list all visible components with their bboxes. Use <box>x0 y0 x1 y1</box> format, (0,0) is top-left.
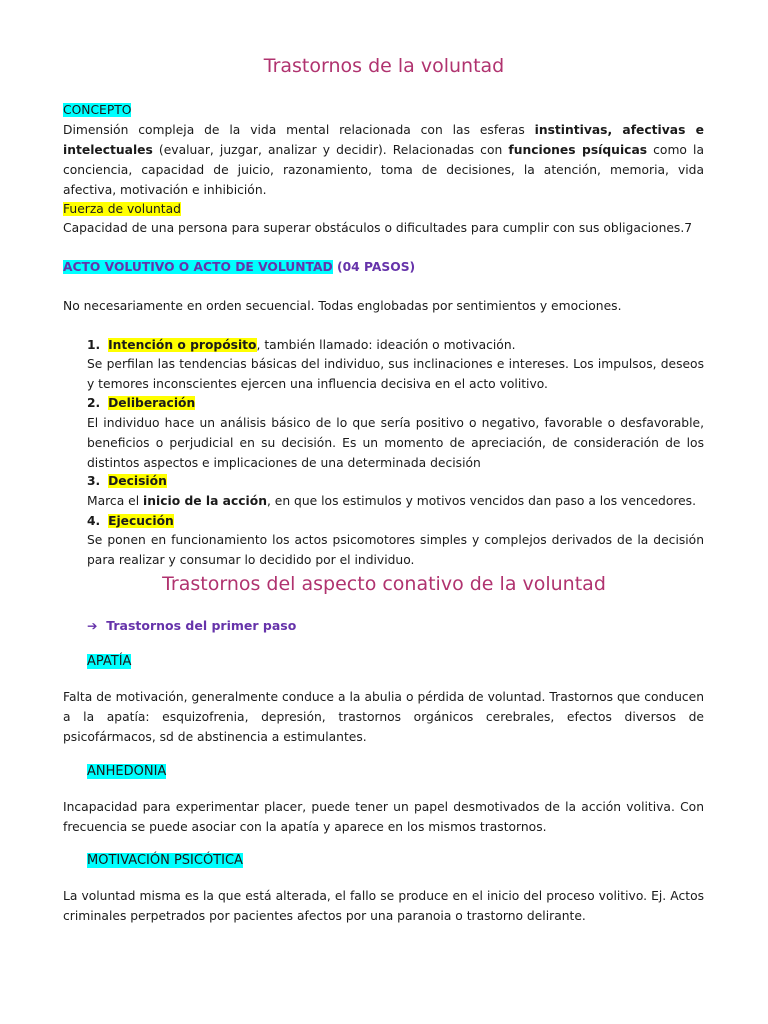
concepto-text-mid: (evaluar, juzgar, analizar y decidir). Relacionadas con <box>152 143 509 157</box>
step-4-text: Se ponen en funcionamiento los actos psicomotores simples y complejos derivados de la decisión para realizar y consumar lo decidido por el individuo. <box>87 533 704 567</box>
motivacion-label: MOTIVACIÓN PSICÓTICA <box>87 853 243 868</box>
step-1-text: Se perfilan las tendencias básicas del individuo, sus inclinaciones e intereses. Los impulsos, deseos y temores inconscientes ejercen una influencia decisiva en el acto volitivo. <box>87 357 704 391</box>
subheading-text: Trastornos del primer paso <box>106 618 297 633</box>
step-4-label: Ejecución <box>108 514 174 528</box>
motivacion-text: La voluntad misma es la que está alterada, el fallo se produce en el inicio del proceso volitivo. Ej. Actos criminales perpetrados por pacientes afectos por una paranoia o trastorno delirante. <box>63 889 704 923</box>
subheading <box>87 616 296 636</box>
step-3-heading <box>87 471 167 491</box>
concepto-text-post: como la conciencia, capacidad de juicio, razonamiento, toma de decisiones, la atención, memoria, vida afectiva, motivación e inhibición. <box>63 143 705 197</box>
step-2-label: Deliberación <box>108 396 196 410</box>
step-3-bold: inicio de la acción <box>143 494 267 508</box>
step-4-heading <box>87 511 174 531</box>
concepto-bold-2: funciones psíquicas <box>508 143 648 157</box>
step-3-label: Decisión <box>108 474 167 488</box>
concepto-bold: instintivas, afectivas e intelectuales <box>63 123 704 157</box>
step-3-text-post: , en que los estimulos y motivos vencidos dan paso a los vencedores. <box>266 494 697 508</box>
acto-heading <box>63 257 415 277</box>
apatia-heading <box>87 652 131 672</box>
step-4-number: 4. <box>87 514 101 528</box>
anhedonia-heading <box>87 762 166 782</box>
step-3-paragraph <box>87 491 704 511</box>
page-title: Trastornos de la voluntad <box>263 55 505 77</box>
concepto-paragraph <box>63 120 704 200</box>
acto-suffix: (04 PASOS) <box>332 260 416 274</box>
arrow-right-icon: ➔ <box>87 618 98 633</box>
anhedonia-label: ANHEDONIA <box>87 764 167 779</box>
step-2-number: 2. <box>87 396 101 410</box>
step-1-label: Intención o propósito <box>108 338 257 352</box>
apatia-text: Falta de motivación, generalmente conduce a la abulia o pérdida de voluntad. Trastornos que conducen a la apatía: esquizofrenia, depresión, trastornos orgánicos cerebrales, efectos diversos de psicofármacos, sd de abstinencia a estimulantes. <box>63 690 704 744</box>
anhedonia-text: Incapacidad para experimentar placer, puede tener un papel desmotivados de la acción volitiva. Con frecuencia se puede asociar con la apatía y aparece en los mismos trastornos. <box>63 800 704 834</box>
concepto-text: Dimensión compleja de la vida mental relacionada con las esferas <box>63 123 535 137</box>
concepto-heading <box>63 100 131 120</box>
step-3-text: Marca el <box>87 494 144 508</box>
acto-text: No necesariamente en orden secuencial. Todas englobadas por sentimientos y emociones. <box>63 299 622 313</box>
step-2-heading <box>87 393 195 413</box>
step-1-number: 1. <box>87 338 101 352</box>
section-title: Trastornos del aspecto conativo de la voluntad <box>162 573 606 595</box>
acto-label: ACTO VOLUTIVO O ACTO DE VOLUNTAD <box>63 260 333 274</box>
step-1-heading <box>87 335 516 355</box>
fuerza-heading <box>63 199 181 219</box>
step-2-text: El individuo hace un análisis básico de lo que sería positivo o negativo, favorable o desfavorable, beneficios o perjudicial en su decisión. Es un momento de apreciación, de consideración de los distintos aspectos e implicaciones de una determinada decisión <box>87 416 704 470</box>
step-1-after: , también llamado: ideación o motivación. <box>256 338 516 352</box>
motivacion-heading <box>87 851 243 871</box>
apatia-label: APATÍA <box>87 654 132 669</box>
concepto-label: CONCEPTO <box>63 103 132 117</box>
step-3-number: 3. <box>87 474 101 488</box>
fuerza-text: Capacidad de una persona para superar obstáculos o dificultades para cumplir con sus obligaciones.7 <box>63 221 693 235</box>
fuerza-label: Fuerza de voluntad <box>63 202 181 216</box>
